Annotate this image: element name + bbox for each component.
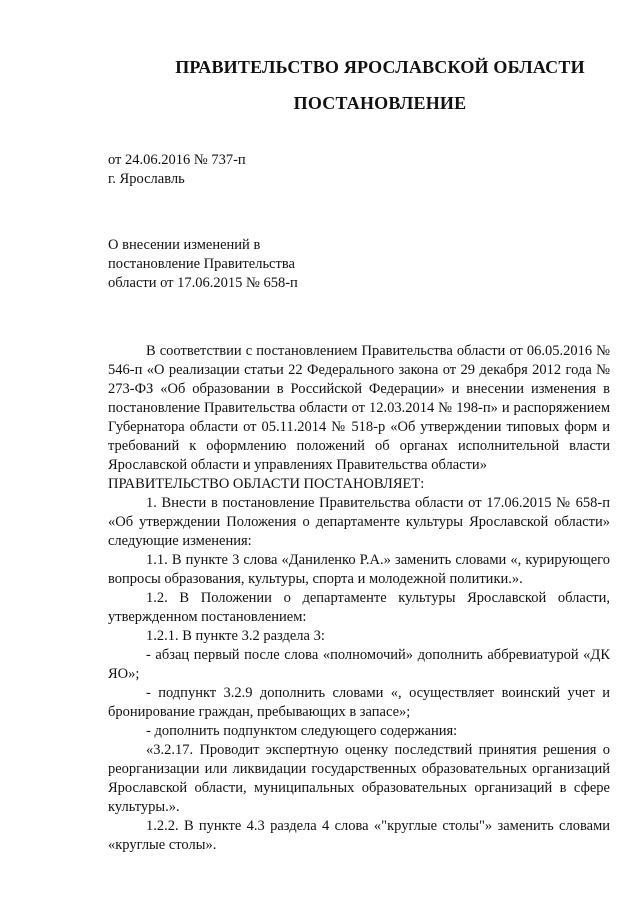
paragraph-1-2-2: 1.2.2. В пункте 4.3 раздела 4 слова «"круглые столы"» заменить словами «круглые столы». [108,818,610,853]
list-item-military-registration: - подпункт 3.2.9 дополнить словами «, осуществляет воинский учет и бронирование граждан, пребывающих в запасе»; [108,685,610,720]
list-item-abbreviation: - абзац первый после слова «полномочий» дополнить аббревиатурой «ДК ЯО»; [108,647,610,682]
subject-line-2: постановление Правительства [108,256,295,272]
government-title: ПРАВИТЕЛЬСТВО ЯРОСЛАВСКОЙ ОБЛАСТИ [175,57,585,77]
document-body [108,342,610,855]
subject-line-3: области от 17.06.2015 № 658-п [108,275,298,291]
paragraph-1-2: 1.2. В Положении о департаменте культуры Ярославской области, утвержденном постановлением: [108,590,610,625]
preamble-paragraph: В соответствии с постановлением Правительства области от 06.05.2016 № 546-п «О реализации статьи 22 Федерального закона от 29 декабря 2012 года № 273-ФЗ «Об образовании в Российской Федерации» и внесении изменения в постановление Правительства области от 12.03.2014 № 198-п» и распоряжением Губернатора области от 05.11.2014 № 518-р «Об утверждении типовых форм и требований к оформлению положений об органах исполнительной власти Ярославской области и управлениях Правительства области» [108,343,610,473]
paragraph-1-1: 1.1. В пункте 3 слова «Даниленко Р.А.» заменить словами «, курирующего вопросы образования, культуры, спорта и молодежной политики.». [108,552,610,587]
paragraph-1-2-1: 1.2.1. В пункте 3.2 раздела 3: [146,628,325,644]
paragraph-1: 1. Внести в постановление Правительства области от 17.06.2015 № 658-п «Об утверждении Положения о департаменте культуры Ярославской области» следующие изменения: [108,495,610,549]
list-item-new-subpoint: - дополнить подпунктом следующего содержания: [146,723,458,739]
city: г. Ярославль [108,171,185,187]
subject-line-1: О внесении изменений в [108,237,261,253]
resolves-heading: ПРАВИТЕЛЬСТВО ОБЛАСТИ ПОСТАНОВЛЯЕТ: [108,476,425,492]
document-type-heading: ПОСТАНОВЛЕНИЕ [293,93,467,113]
date-number: от 24.06.2016 № 737-п [108,152,246,168]
quoted-subpoint-3-2-17: «3.2.17. Проводит экспертную оценку последствий принятия решения о реорганизации или ликвидации государственных образовательных организаций Ярославской области, муниципальных образовательных организаций в сфере культуры.». [108,742,610,815]
